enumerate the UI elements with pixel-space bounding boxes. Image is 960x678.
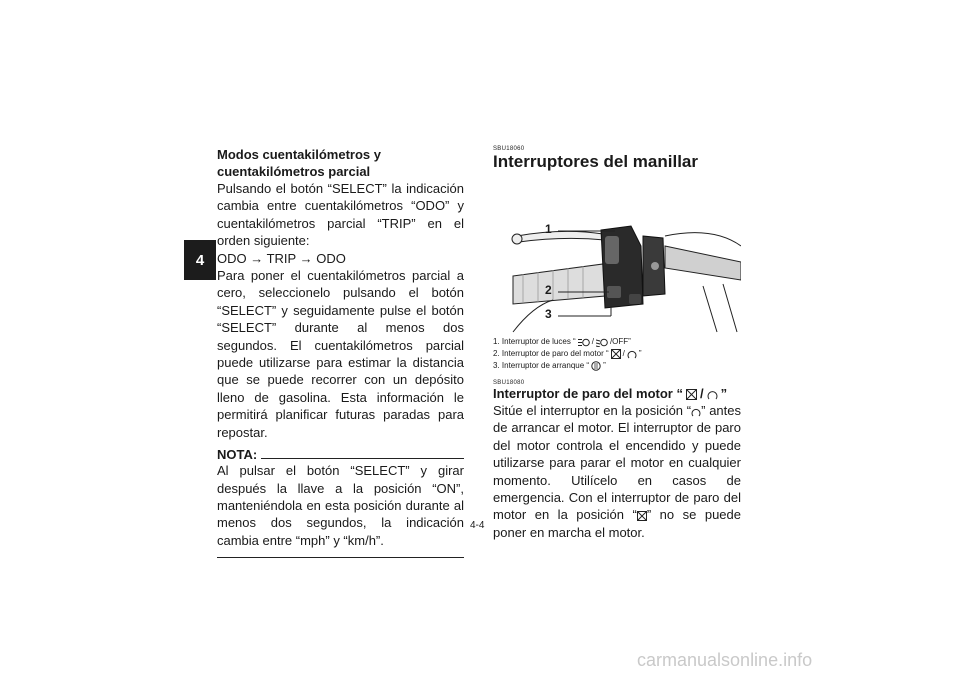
callout-3-suffix: ” xyxy=(603,361,606,370)
chapter-tab: 4 xyxy=(184,240,216,280)
engine-stop-body xyxy=(493,402,741,541)
subsection-code: SBU18080 xyxy=(493,380,525,386)
right-column xyxy=(493,146,741,541)
handlebar-figure xyxy=(493,176,741,336)
engine-stop-heading-prefix: Interruptor de paro del motor “ xyxy=(493,386,683,401)
engine-run-icon xyxy=(627,349,637,359)
handlebar-illustration xyxy=(493,176,741,336)
note-text: Al pulsar el botón “SELECT” y girar después la llave a la posición “ON”, manteniéndola en esta posición durante al menos dos segundos, la indicación cambia entre “mph” y “km/h”. xyxy=(217,463,464,548)
callout-2-sep1: / xyxy=(622,349,625,358)
figure-label-1: 1 xyxy=(545,222,552,236)
callout-2-suffix: ” xyxy=(638,349,642,358)
engine-stop-off-icon xyxy=(611,349,621,359)
engine-stop-body-b: ” antes de arrancar el motor. El interruptor de paro del motor controla el encendido y puede utilizarse para parar el motor en cualquier momento. Utilícelo en casos de emergencia. Con el interruptor de paro del motor en la posición “ xyxy=(493,403,741,523)
engine-stop-off-icon xyxy=(637,511,647,521)
odometer-heading: Modos cuentakilómetros y cuentakilómetros parcial xyxy=(217,147,381,179)
engine-stop-heading-sep: / xyxy=(699,386,704,401)
section-code: SBU18060 xyxy=(493,146,525,152)
callout-3 xyxy=(493,360,741,372)
callout-2 xyxy=(493,348,741,360)
note-rule xyxy=(261,458,464,459)
callout-3-prefix: 3. Interruptor de arranque “ xyxy=(493,361,590,370)
section-title: Interruptores del manillar xyxy=(493,152,698,171)
callout-list xyxy=(493,336,741,372)
engine-run-icon xyxy=(707,389,718,400)
odometer-sequence: ODO → TRIP → ODO xyxy=(217,250,346,266)
figure-label-3: 3 xyxy=(545,307,552,321)
engine-run-icon xyxy=(691,407,701,417)
engine-stop-body-a: Sitúe el interruptor en la posición “ xyxy=(493,403,692,418)
note-header xyxy=(217,447,464,462)
figure-label-2: 2 xyxy=(545,283,552,297)
low-beam-icon xyxy=(596,338,608,347)
callout-2-prefix: 2. Interruptor de paro del motor “ xyxy=(493,349,609,358)
high-beam-icon xyxy=(578,338,590,347)
watermark: carmanualsonline.info xyxy=(637,650,813,670)
engine-stop-heading xyxy=(493,386,741,402)
note-end-rule xyxy=(217,557,464,558)
engine-stop-heading-suffix: ” xyxy=(720,386,728,401)
starter-icon xyxy=(591,361,601,371)
engine-stop-off-icon xyxy=(686,389,697,400)
callout-1-prefix: 1. Interruptor de luces “ xyxy=(493,337,576,346)
engine-stop-body-c: ” no se puede poner en marcha el motor. xyxy=(493,507,741,540)
callout-1-sep2: /OFF” xyxy=(609,337,631,346)
note-box xyxy=(217,447,464,558)
odometer-para2: Para poner el cuentakilómetros parcial a cero, seleccionelo pulsando el botón “SELECT” y seguidamente pulse el botón “SELECT” durante al menos dos segundos. El cuentakilómetros parcial puede utilizarse para estimar la distancia que se puede recorrer con un depósito lleno de gasolina. Esta información le permitirá planificar futuras paradas para repostar. xyxy=(217,268,464,440)
callout-1-sep1: / xyxy=(591,337,594,346)
left-column xyxy=(217,146,464,558)
note-label: NOTA: xyxy=(217,447,258,463)
odometer-para1: Pulsando el botón “SELECT” la indicación cambia entre cuentakilómetros “ODO” y cuentakilómetros parcial “TRIP” en el orden siguiente: xyxy=(217,181,464,249)
page-number: 4-4 xyxy=(470,520,485,531)
callout-1 xyxy=(493,336,741,348)
